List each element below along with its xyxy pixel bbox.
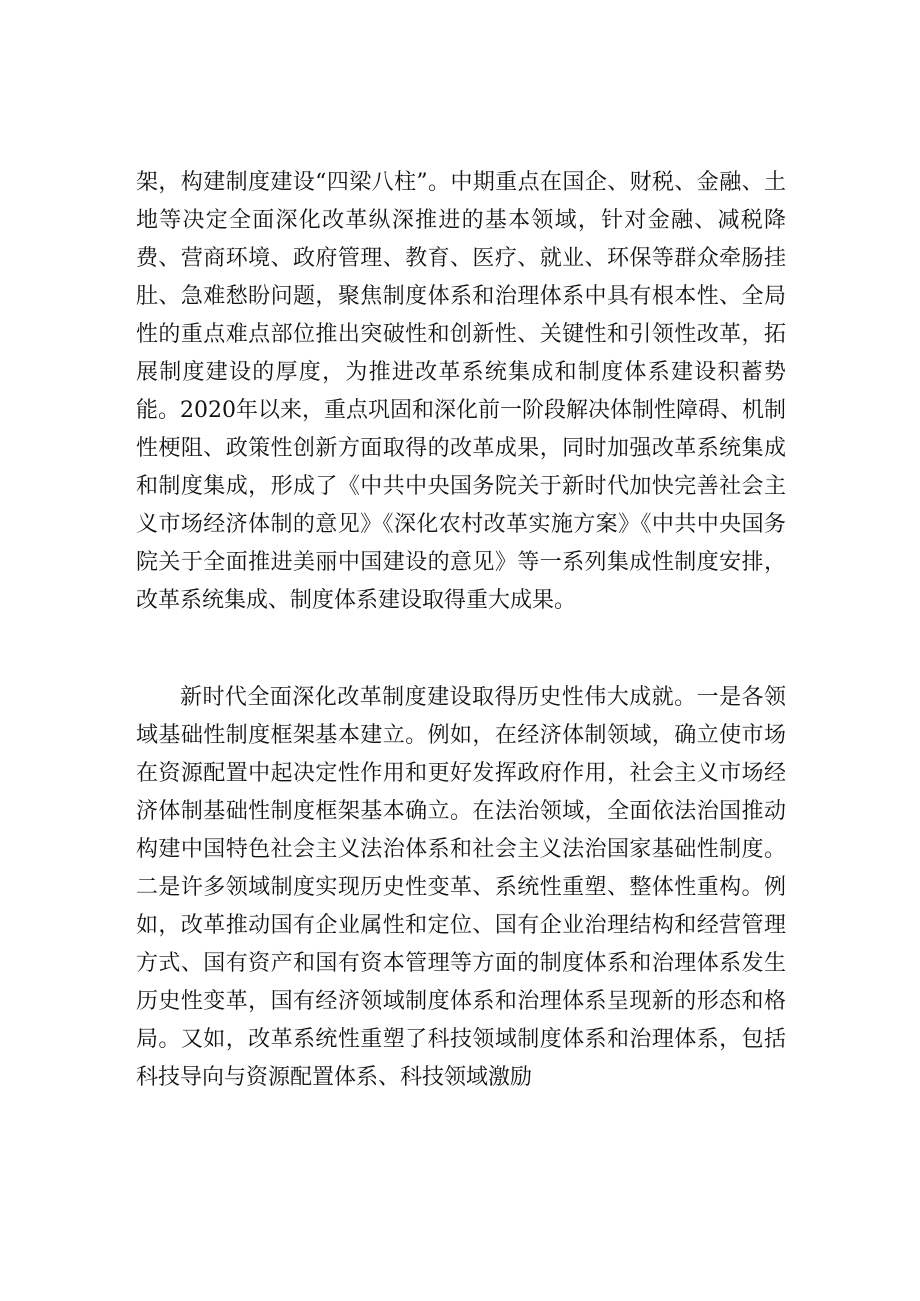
paragraph-reform-achievements: 新时代全面深化改革制度建设取得历史性伟大成就。一是各领域基础性制度框架基本建立。例如，在经济体制领域，确立使市场在资源配置中起决定性作用和更好发挥政府作用，社会主义市场经济体制基础性制度框架基本确立。在法治领域，全面依法治国推动构建中国特色社会主义法治体系和社会主义法治国家基础性制度。二是许多领域制度实现历史性变革、系统性重塑、整体性重构。例如，改革推动国有企业属性和定位、国有企业治理结构和经营管理方式、国有资产和国有资本管理等方面的制度体系和治理体系发生历史性变革，国有经济领域制度体系和治理体系呈现新的形态和格局。又如，改革系统性重塑了科技领域制度体系和治理体系，包括科技导向与资源配置体系、科技领域激励 bbox=[136, 685, 786, 1090]
paragraph-reform-stages: 架，构建制度建设“四梁八柱”。中期重点在国企、财税、金融、土地等决定全面深化改革纵深推进的基本领域，针对金融、减税降费、营商环境、政府管理、教育、医疗、就业、环保等群众牵肠挂肚、急难愁盼问题，聚焦制度体系和治理体系中具有根本性、全局性的重点难点部位推出突破性和创新性、关键性和引领性改革，拓展制度建设的厚度，为推进改革系统集成和制度体系建设积蓄势能。2020年以来，重点巩固和深化前一阶段解决体制性障碍、机制性梗阻、政策性创新方面取得的改革成果，同时加强改革系统集成和制度集成，形成了《中共中央国务院关于新时代加快完善社会主义市场经济体制的意见》《深化农村改革实施方案》《中共中央国务院关于全面推进美丽中国建设的意见》等一系列集成性制度安排，改革系统集成、制度体系建设取得重大成果。 bbox=[136, 170, 786, 613]
